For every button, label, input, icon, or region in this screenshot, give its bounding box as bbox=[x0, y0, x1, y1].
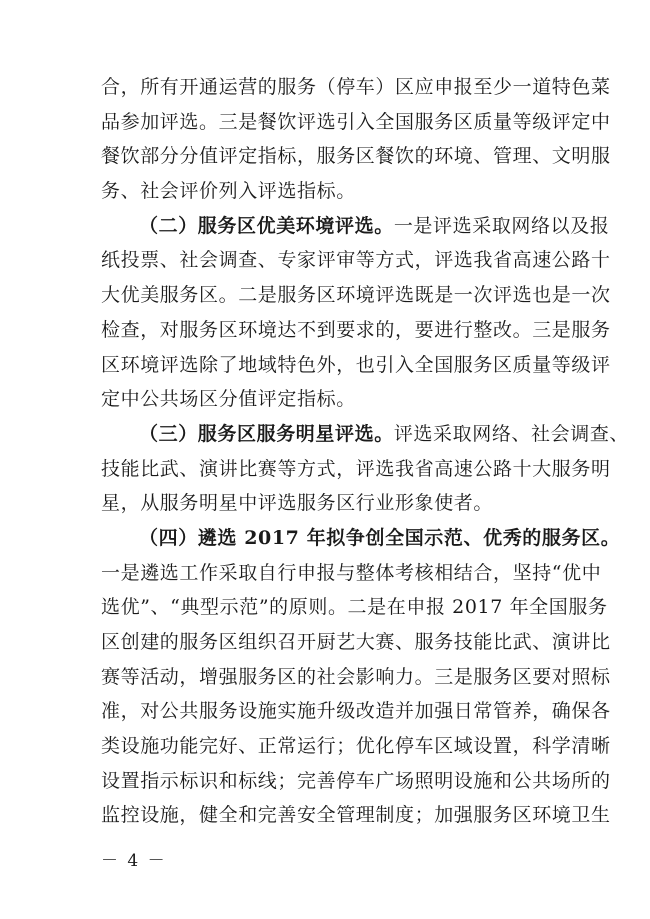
text-line bbox=[101, 660, 611, 695]
text-line bbox=[101, 694, 611, 729]
line-text: 定中公共场区分值评定指标。 bbox=[101, 388, 356, 411]
line-text: 检查，对服务区环境达不到要求的，要进行整改。三是服务 bbox=[101, 318, 611, 341]
text-line bbox=[101, 348, 611, 383]
line-text: 技能比武、演讲比赛等方式，评选我省高速公路十大服务明 bbox=[101, 457, 611, 480]
line-text: 评选采取网络、社会调查、 bbox=[393, 422, 630, 445]
text-line bbox=[101, 521, 621, 556]
text-line bbox=[101, 486, 553, 521]
page-number: － 4 － bbox=[101, 851, 167, 871]
text-line bbox=[101, 764, 611, 799]
text-line bbox=[101, 625, 611, 660]
text-line bbox=[101, 105, 611, 140]
line-text: 一是评选采取网络以及报 bbox=[393, 214, 610, 237]
line-text: 纸投票、社会调查、专家评审等方式，评选我省高速公路十 bbox=[101, 249, 611, 272]
text-line bbox=[101, 139, 611, 174]
document-body bbox=[101, 70, 630, 833]
line-text: 餐饮部分分值评定指标，服务区餐饮的环境、管理、文明服 bbox=[101, 145, 611, 168]
text-line bbox=[101, 452, 611, 487]
line-text: 类设施功能完好、正常运行；优化停车区域设置，科学清晰 bbox=[101, 735, 611, 758]
line-text: 区环境评选除了地域特色外，也引入全国服务区质量等级评 bbox=[101, 353, 611, 376]
text-line bbox=[101, 313, 611, 348]
line-text: 一是遴选工作采取自行申报与整体考核相结合，坚持“优中 bbox=[101, 561, 602, 584]
line-text: 区创建的服务区组织召开厨艺大赛、服务技能比武、演讲比 bbox=[101, 631, 611, 653]
text-line bbox=[101, 729, 611, 764]
text-line bbox=[101, 590, 608, 625]
text-line bbox=[101, 278, 611, 313]
text-line bbox=[101, 417, 630, 452]
line-text: 设置指示标识和标线；完善停车广场照明设施和公共场所的 bbox=[101, 769, 611, 792]
line-text: 星，从服务明星中评选服务区行业形象使者。 bbox=[101, 492, 494, 515]
line-text: 选优”、“典型示范”的原则。二是在申报 2017 年全国服务 bbox=[101, 596, 608, 619]
text-line bbox=[101, 209, 610, 244]
section-heading: （四）遴选 2017 年拟争创全国示范、优秀的服务区。 bbox=[139, 526, 621, 549]
line-text: 务、社会评价列入评选指标。 bbox=[101, 180, 356, 203]
line-text: 品参加评选。三是餐饮评选引入全国服务区质量等级评定中 bbox=[101, 110, 611, 133]
section-heading: （二）服务区优美环境评选。 bbox=[139, 214, 394, 237]
section-heading: （三）服务区服务明星评选。 bbox=[139, 422, 394, 445]
text-line bbox=[101, 70, 611, 105]
text-line bbox=[101, 798, 611, 833]
line-text: 大优美服务区。二是服务区环境评选既是一次评选也是一次 bbox=[101, 284, 611, 307]
text-line bbox=[101, 382, 553, 417]
line-text: 合，所有开通运营的服务（停车）区应申报至少一道特色菜 bbox=[101, 76, 611, 98]
line-text: 准，对公共服务设施实施升级改造并加强日常管养，确保各 bbox=[101, 700, 611, 723]
text-line bbox=[101, 556, 602, 591]
text-line bbox=[101, 243, 611, 278]
line-text: 监控设施，健全和完善安全管理制度；加强服务区环境卫生 bbox=[101, 804, 611, 827]
text-line bbox=[101, 174, 553, 209]
line-text: 赛等活动，增强服务区的社会影响力。三是服务区要对照标 bbox=[101, 665, 611, 688]
